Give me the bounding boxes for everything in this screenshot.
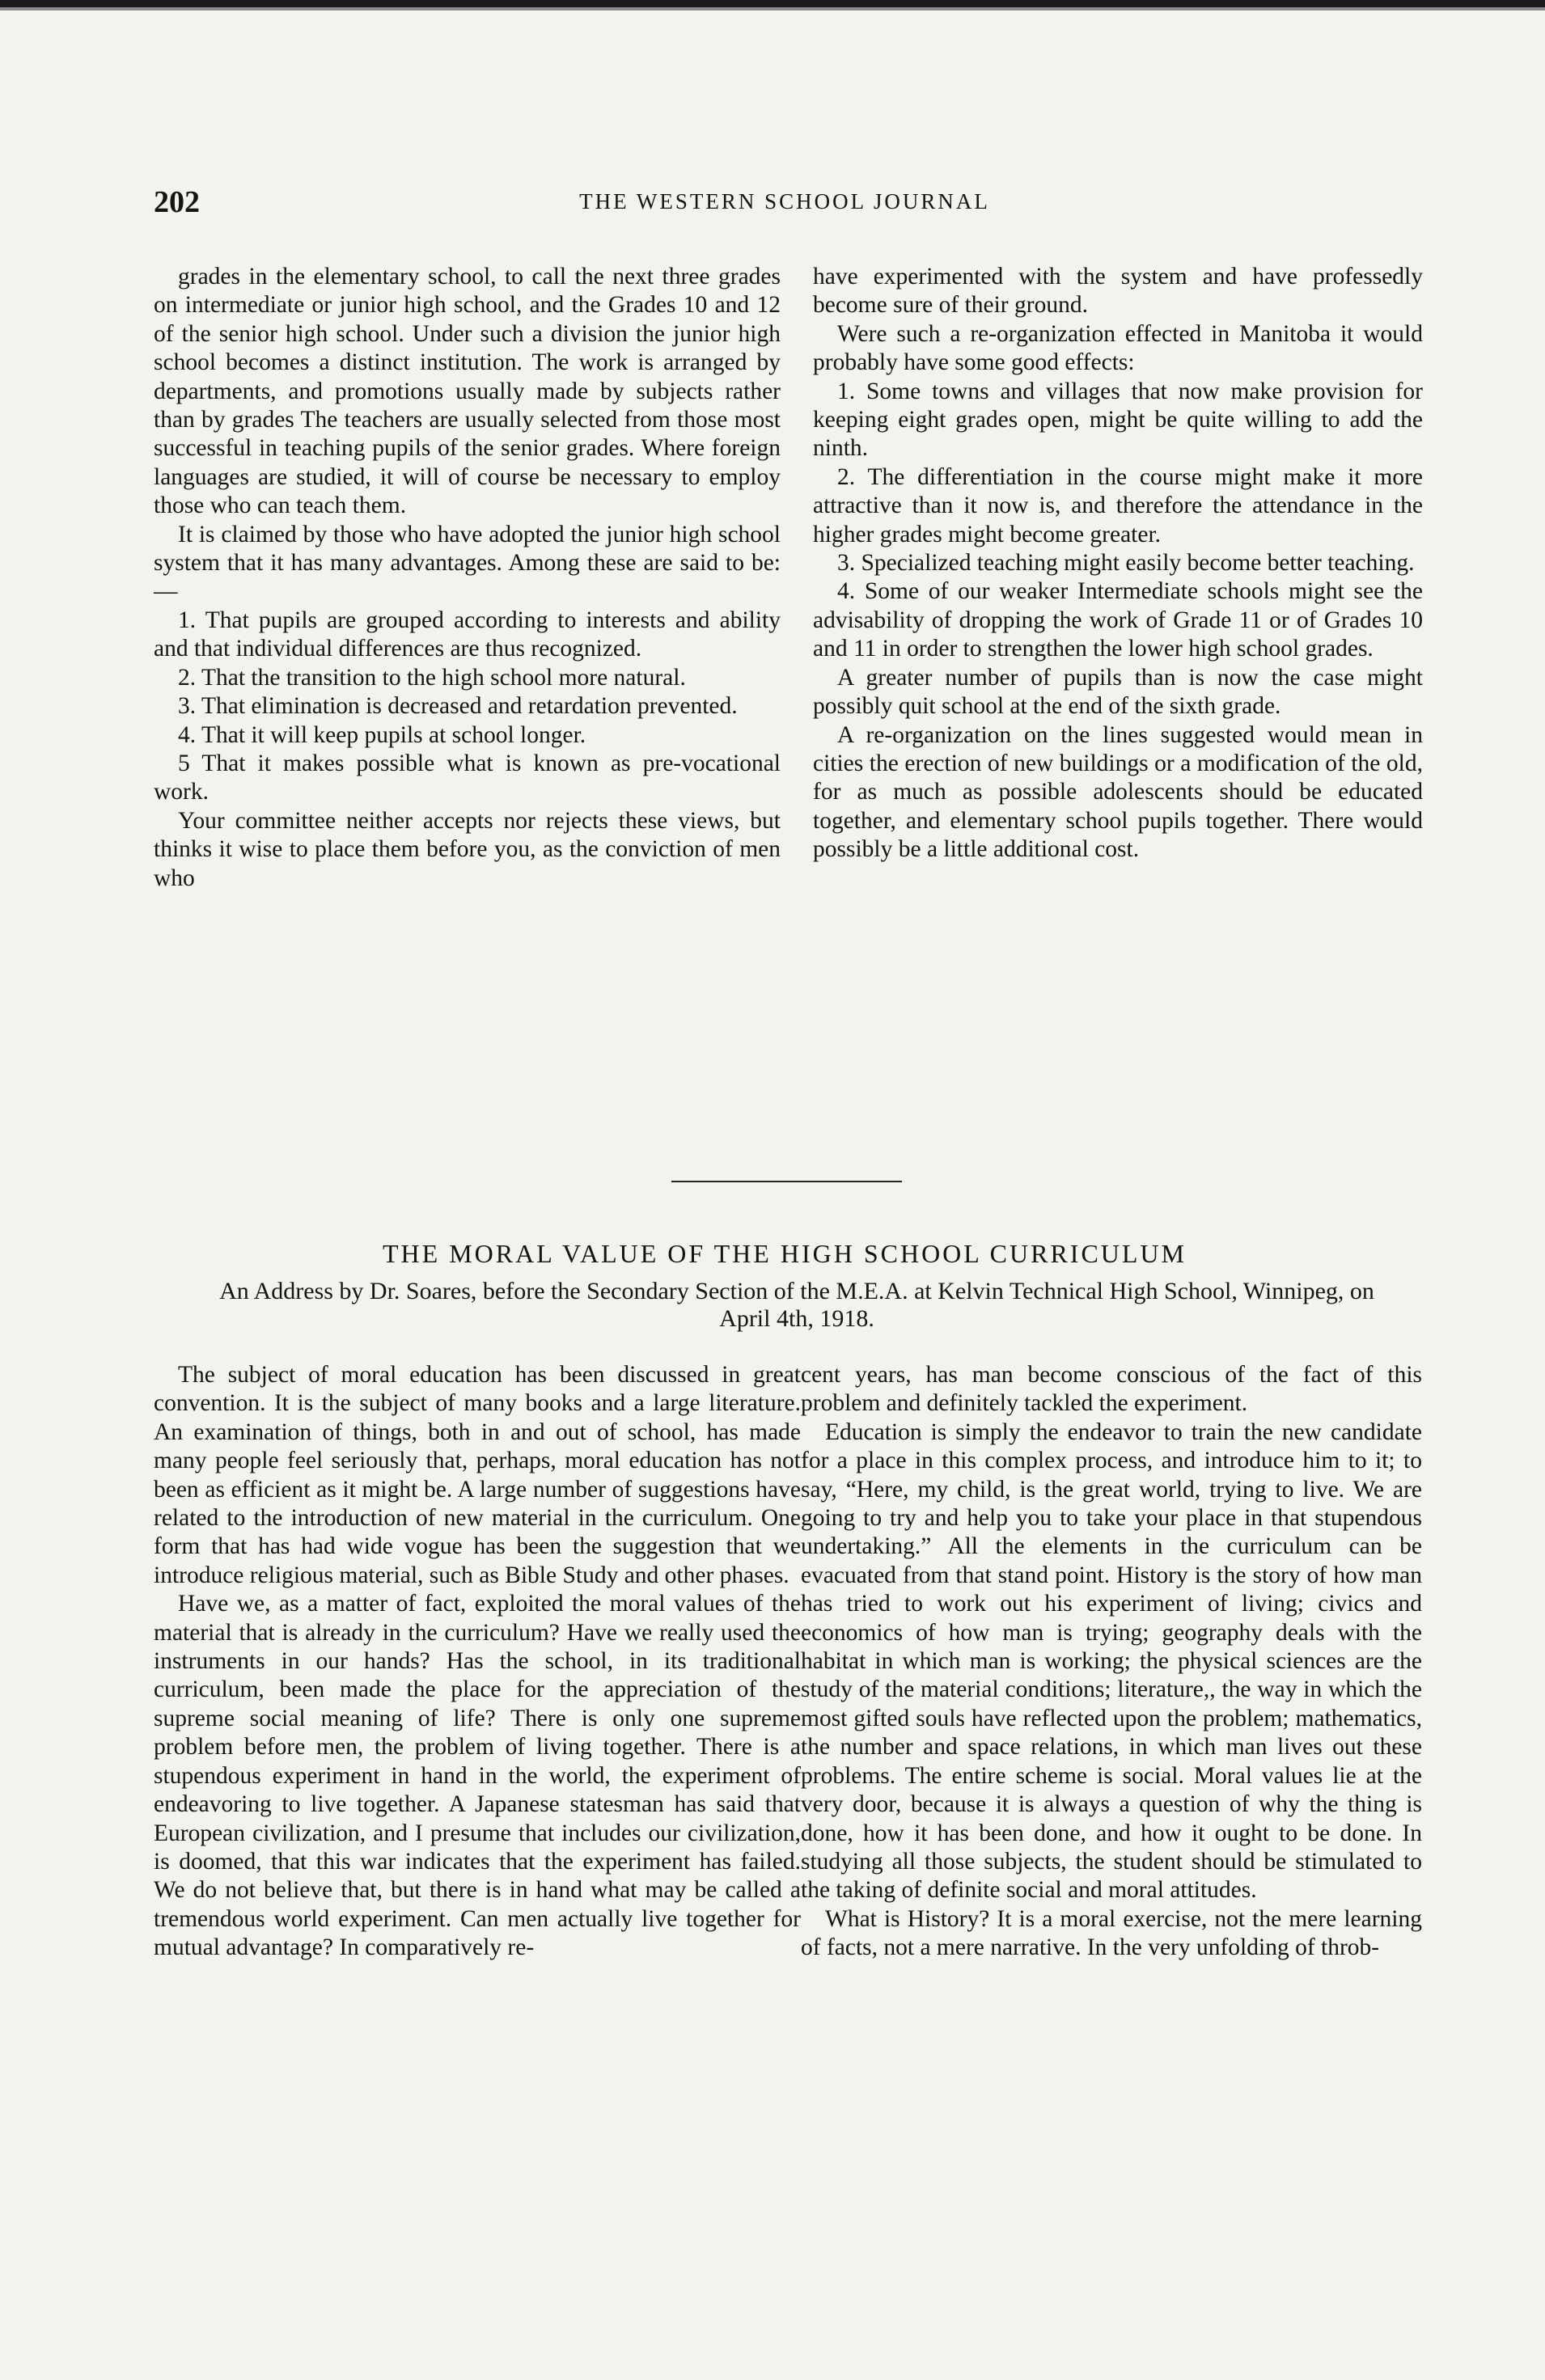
paragraph: A re-organization on the lines suggested would mean in cities the erection of new buildings or a modification of the old, for as much as possible adolescents should be educated together, and elementary school pupils together. There would possibly be a little additional cost. (813, 721, 1423, 863)
paragraph: grades in the elementary school, to call the next three grades on intermediate or junior high school, and the Grades 10 and 12 of the senior high school. Under such a division the junior high school becomes a distinct institution. The work is arranged by departments, and promotions usually made by subjects rather than by grades The teachers are usually selected from those most successful in teaching pupils of the senior grades. Where foreign languages are studied, it will of course be necessary to employ those who can teach them. (154, 264, 781, 519)
page-header (154, 184, 1416, 217)
scan-top-edge-shadow (0, 7, 1545, 11)
paragraph: What is History? It is a moral exercise, not the mere learning of facts, not a mere narrative. In the very unfolding of throb- (801, 1905, 1422, 1961)
paragraph: A greater number of pupils than is now the case might possibly quit school at the end of the sixth grade. (813, 664, 1423, 720)
bottom-left-column (154, 1361, 801, 1963)
list-item: 2. The differentiation in the course might make it more attractive than it now is, and therefore the attendance in the higher grades might become greater. (813, 463, 1423, 547)
paragraph: Were such a re-organization effected in Manitoba it would probably have some good effects: (813, 320, 1423, 376)
paragraph: Education is simply the endeavor to train the new candidate for a place in this complex process, and introduce him to it; to say, “Here, my child, is the great world, trying to live. We are going to try and help you to take your place in that stupendous undertaking.” All the elements in the curriculum can be evacuated from that stand point. History is the story of how man has tried to work out his experiment of living; civics and economics of how man is trying; geography deals with the habitat in which man is working; the physical sciences are the study of the material conditions; literature,, the way in which the most gifted souls have reflected upon the problem; mathematics, the number and space relations, in which man lives out these problems. The entire scheme is social. Moral values lie at the very door, because it is always a question of why the thing is done, how it has been done, and how it ought to be done. In studying all those subjects, the student should be stimulated to the taking of definite social and moral attitudes. (801, 1418, 1422, 1904)
list-item: 1. That pupils are grouped according to interests and ability and that individual differences are thus recognized. (154, 607, 781, 662)
article-subtitle: An Address by Dr. Soares, before the Secondary Section of the M.E.A. at Kelvin Technical High School, Winnipeg, on April 4th, 1918. (219, 1278, 1374, 1332)
paragraph: Have we, as a matter of fact, exploited the moral values of the material that is already in the curriculum? Have we really used the instruments in our hands? Has the school, in its traditional curriculum, been made the place for the appreciation of the supreme social meaning of life? There is only one supreme problem before men, the problem of living together. There is a stupendous experiment in hand in the world, the experiment of endeavoring to live together. A Japanese statesman has said that European civilization, and I presume that includes our civilization, is doomed, that this war indicates that the experiment has failed. We do not believe that, but there is in hand what may be called a tremendous world experiment. Can men actually live together for mutual advantage? In comparatively re- (154, 1591, 801, 1961)
top-left-column (154, 263, 781, 893)
page-number: 202 (154, 185, 200, 219)
scan-top-edge (0, 0, 1545, 7)
list-item: 2. That the transition to the high school more natural. (178, 664, 686, 691)
paragraph: cent years, has man become conscious of the fact of this problem and definitely tackled the experiment. (801, 1362, 1422, 1417)
list-item: 5 That it makes possible what is known as pre-vocational work. (154, 750, 781, 805)
bottom-right-column (801, 1361, 1422, 1963)
paragraph: have experimented with the system and have professedly become sure of their ground. (813, 264, 1423, 319)
list-item: 4. Some of our weaker Intermediate schools might see the advisability of dropping the work of Grade 11 or of Grades 10 and 11 in order to strengthen the lower high school grades. (813, 578, 1423, 662)
article-title: THE MORAL VALUE OF THE HIGH SCHOOL CURRICULUM (383, 1239, 1187, 1268)
list-item: 1. Some towns and villages that now make provision for keeping eight grades open, might be quite willing to add the ninth. (813, 378, 1423, 462)
section-divider (671, 1181, 902, 1182)
paragraph: It is claimed by those who have adopted the junior high school system that it has many advantages. Among these are said to be:— (154, 521, 781, 605)
paragraph: The subject of moral education has been discussed in great convention. It is the subject of many books and a large literature. An examination of things, both in and out of school, has made many people feel seriously that, perhaps, moral education has not been as efficient as it might be. A large number of suggestions have related to the introduction of new material in the curriculum. One form that has had wide vogue has been the suggestion that we introduce religious material, such as Bible Study and other phases. (154, 1362, 801, 1588)
paragraph: Your committee neither accepts nor rejects these views, but thinks it wise to place them before you, as the conviction of men who (154, 807, 781, 891)
list-item: 4. That it will keep pupils at school longer. (178, 721, 586, 748)
journal-title: THE WESTERN SCHOOL JOURNAL (579, 189, 990, 213)
top-right-column (813, 263, 1423, 864)
list-item: 3. That elimination is decreased and retardation prevented. (178, 693, 738, 720)
list-item: 3. Specialized teaching might easily become better teaching. (837, 550, 1415, 577)
